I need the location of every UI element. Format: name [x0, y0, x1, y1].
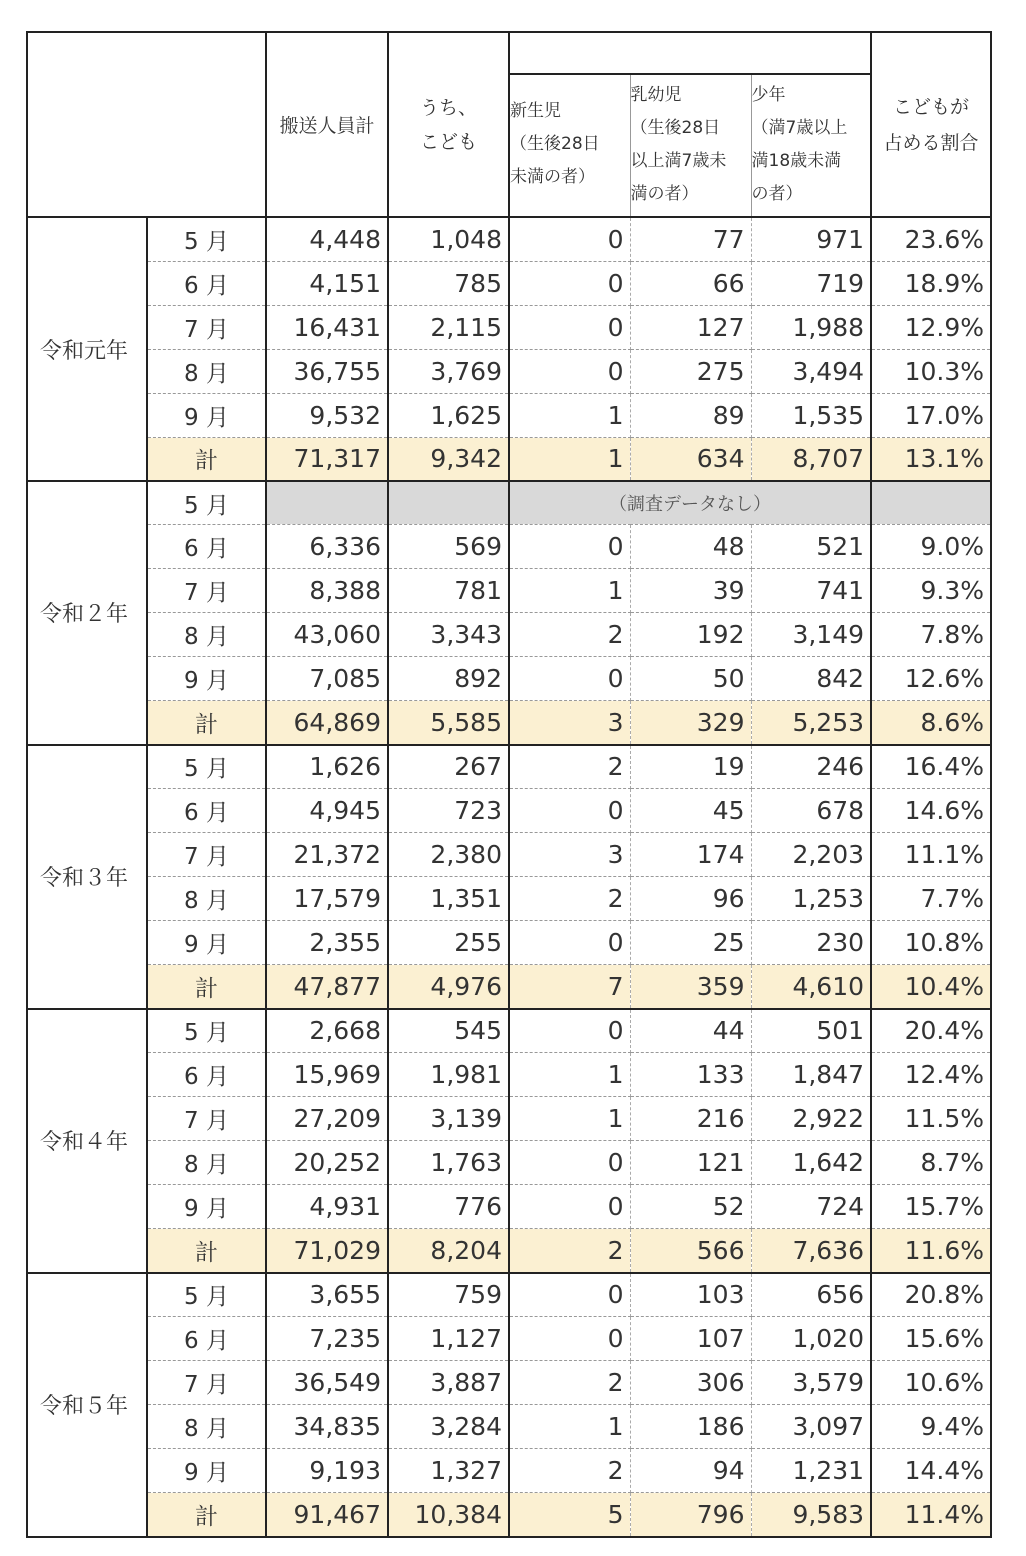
cell-ratio: 9.4% — [871, 1405, 991, 1449]
month-label: 8 月 — [147, 613, 266, 657]
cell-total: 71,029 — [266, 1229, 388, 1273]
total-label: 計 — [147, 701, 266, 745]
cell-total: 3,655 — [266, 1273, 388, 1317]
month-label: 9 月 — [147, 393, 266, 437]
cell-children: 1,327 — [388, 1449, 509, 1493]
table-row-total — [27, 1229, 991, 1273]
cell-newborn: 2 — [509, 1449, 630, 1493]
cell-total: 4,448 — [266, 217, 388, 261]
month-label: 5 月 — [147, 745, 266, 789]
cell-total: 7,235 — [266, 1317, 388, 1361]
cell-youth: 1,988 — [751, 305, 871, 349]
month-label: 6 月 — [147, 525, 266, 569]
cell-children: 759 — [388, 1273, 509, 1317]
year-label: 令和元年 — [27, 217, 147, 481]
table-row — [27, 261, 991, 305]
cell-ratio: 23.6% — [871, 217, 991, 261]
month-label: 5 月 — [147, 1273, 266, 1317]
cell-total: 16,431 — [266, 305, 388, 349]
cell-children: 9,342 — [388, 437, 509, 481]
cell-total: 1,626 — [266, 745, 388, 789]
cell-youth: 1,642 — [751, 1141, 871, 1185]
cell-infant: 216 — [630, 1097, 751, 1141]
table-row — [27, 1097, 991, 1141]
cell-newborn: 0 — [509, 1273, 630, 1317]
header-children: うち、 こども — [388, 32, 509, 217]
cell-youth: 2,922 — [751, 1097, 871, 1141]
table-row — [27, 1141, 991, 1185]
month-label: 7 月 — [147, 569, 266, 613]
cell-newborn: 0 — [509, 1317, 630, 1361]
header-total: 搬送人員計 — [266, 32, 388, 217]
cell-ratio: 8.6% — [871, 701, 991, 745]
cell-ratio: 10.8% — [871, 921, 991, 965]
cell-children: 723 — [388, 789, 509, 833]
month-label: 9 月 — [147, 1449, 266, 1493]
cell-youth: 1,231 — [751, 1449, 871, 1493]
cell-infant: 48 — [630, 525, 751, 569]
cell-children: 1,981 — [388, 1053, 509, 1097]
cell-ratio: 10.6% — [871, 1361, 991, 1405]
cell-newborn: 0 — [509, 261, 630, 305]
cell-total: 2,668 — [266, 1009, 388, 1053]
cell-ratio: 12.4% — [871, 1053, 991, 1097]
cell-ratio: 15.6% — [871, 1317, 991, 1361]
cell-children: 1,127 — [388, 1317, 509, 1361]
cell-children: 2,380 — [388, 833, 509, 877]
cell-total: 17,579 — [266, 877, 388, 921]
cell-total: 34,835 — [266, 1405, 388, 1449]
table-row — [27, 305, 991, 349]
cell-children: 1,048 — [388, 217, 509, 261]
month-label: 7 月 — [147, 305, 266, 349]
table-row — [27, 525, 991, 569]
nodata-cell — [266, 481, 388, 525]
cell-newborn: 7 — [509, 965, 630, 1009]
cell-total: 21,372 — [266, 833, 388, 877]
cell-ratio: 20.8% — [871, 1273, 991, 1317]
table-row — [27, 657, 991, 701]
cell-total: 9,532 — [266, 393, 388, 437]
cell-newborn: 0 — [509, 789, 630, 833]
cell-children: 255 — [388, 921, 509, 965]
cell-ratio: 8.7% — [871, 1141, 991, 1185]
cell-ratio: 15.7% — [871, 1185, 991, 1229]
month-label: 8 月 — [147, 1141, 266, 1185]
table-row — [27, 1361, 991, 1405]
cell-ratio: 18.9% — [871, 261, 991, 305]
cell-total: 15,969 — [266, 1053, 388, 1097]
cell-newborn: 0 — [509, 525, 630, 569]
cell-ratio: 16.4% — [871, 745, 991, 789]
cell-newborn: 1 — [509, 393, 630, 437]
table-row — [27, 481, 991, 525]
table-row-total — [27, 701, 991, 745]
cell-newborn: 2 — [509, 877, 630, 921]
cell-total: 4,931 — [266, 1185, 388, 1229]
cell-newborn: 0 — [509, 1009, 630, 1053]
total-label: 計 — [147, 437, 266, 481]
cell-total: 7,085 — [266, 657, 388, 701]
table-row — [27, 393, 991, 437]
cell-children: 1,625 — [388, 393, 509, 437]
cell-infant: 359 — [630, 965, 751, 1009]
cell-infant: 133 — [630, 1053, 751, 1097]
header-ratio: こどもが 占める割合 — [871, 32, 991, 217]
cell-infant: 52 — [630, 1185, 751, 1229]
cell-infant: 121 — [630, 1141, 751, 1185]
header-corner — [27, 32, 266, 217]
cell-children: 785 — [388, 261, 509, 305]
table-row — [27, 745, 991, 789]
table-row — [27, 1053, 991, 1097]
cell-youth: 1,253 — [751, 877, 871, 921]
cell-newborn: 2 — [509, 1229, 630, 1273]
nodata-label: （調査データなし） — [509, 481, 871, 525]
month-label: 6 月 — [147, 261, 266, 305]
month-label: 9 月 — [147, 921, 266, 965]
cell-infant: 50 — [630, 657, 751, 701]
table-row — [27, 1009, 991, 1053]
total-label: 計 — [147, 1493, 266, 1537]
table-row — [27, 789, 991, 833]
cell-infant: 566 — [630, 1229, 751, 1273]
cell-total: 20,252 — [266, 1141, 388, 1185]
cell-children: 3,887 — [388, 1361, 509, 1405]
month-label: 5 月 — [147, 481, 266, 525]
table-row — [27, 1405, 991, 1449]
cell-infant: 174 — [630, 833, 751, 877]
table-row-total — [27, 965, 991, 1009]
cell-newborn: 5 — [509, 1493, 630, 1537]
cell-total: 9,193 — [266, 1449, 388, 1493]
year-label: 令和４年 — [27, 1009, 147, 1273]
cell-newborn: 0 — [509, 349, 630, 393]
cell-ratio: 9.0% — [871, 525, 991, 569]
nodata-cell — [871, 481, 991, 525]
cell-youth: 230 — [751, 921, 871, 965]
cell-youth: 501 — [751, 1009, 871, 1053]
cell-total: 91,467 — [266, 1493, 388, 1537]
cell-total: 4,151 — [266, 261, 388, 305]
cell-total: 36,755 — [266, 349, 388, 393]
cell-ratio: 13.1% — [871, 437, 991, 481]
cell-total: 43,060 — [266, 613, 388, 657]
cell-newborn: 0 — [509, 305, 630, 349]
cell-youth: 741 — [751, 569, 871, 613]
cell-newborn: 0 — [509, 1141, 630, 1185]
cell-ratio: 14.6% — [871, 789, 991, 833]
table-row — [27, 921, 991, 965]
cell-ratio: 10.3% — [871, 349, 991, 393]
cell-ratio: 11.4% — [871, 1493, 991, 1537]
table-row — [27, 569, 991, 613]
cell-newborn: 0 — [509, 217, 630, 261]
table-row — [27, 349, 991, 393]
month-label: 7 月 — [147, 1097, 266, 1141]
cell-children: 3,343 — [388, 613, 509, 657]
cell-newborn: 1 — [509, 437, 630, 481]
cell-children: 4,976 — [388, 965, 509, 1009]
cell-total: 47,877 — [266, 965, 388, 1009]
cell-youth: 8,707 — [751, 437, 871, 481]
cell-ratio: 12.9% — [871, 305, 991, 349]
cell-youth: 7,636 — [751, 1229, 871, 1273]
cell-youth: 724 — [751, 1185, 871, 1229]
cell-infant: 306 — [630, 1361, 751, 1405]
table-row — [27, 1273, 991, 1317]
cell-youth: 678 — [751, 789, 871, 833]
cell-total: 27,209 — [266, 1097, 388, 1141]
cell-infant: 192 — [630, 613, 751, 657]
cell-children: 5,585 — [388, 701, 509, 745]
cell-total: 8,388 — [266, 569, 388, 613]
cell-children: 569 — [388, 525, 509, 569]
month-label: 8 月 — [147, 349, 266, 393]
cell-infant: 107 — [630, 1317, 751, 1361]
cell-infant: 275 — [630, 349, 751, 393]
cell-youth: 5,253 — [751, 701, 871, 745]
cell-newborn: 1 — [509, 1405, 630, 1449]
month-label: 6 月 — [147, 1317, 266, 1361]
total-label: 計 — [147, 965, 266, 1009]
cell-ratio: 17.0% — [871, 393, 991, 437]
month-label: 7 月 — [147, 1361, 266, 1405]
year-label: 令和３年 — [27, 745, 147, 1009]
cell-youth: 1,535 — [751, 393, 871, 437]
year-label: 令和２年 — [27, 481, 147, 745]
month-label: 8 月 — [147, 877, 266, 921]
cell-total: 4,945 — [266, 789, 388, 833]
cell-total: 2,355 — [266, 921, 388, 965]
cell-youth: 842 — [751, 657, 871, 701]
cell-newborn: 3 — [509, 833, 630, 877]
cell-youth: 656 — [751, 1273, 871, 1317]
cell-infant: 44 — [630, 1009, 751, 1053]
cell-total: 36,549 — [266, 1361, 388, 1405]
month-label: 5 月 — [147, 1009, 266, 1053]
cell-children: 892 — [388, 657, 509, 701]
cell-youth: 3,097 — [751, 1405, 871, 1449]
cell-ratio: 14.4% — [871, 1449, 991, 1493]
cell-ratio: 11.5% — [871, 1097, 991, 1141]
header-newborn: 新生児 （生後28日 未満の者） — [509, 74, 630, 217]
total-label: 計 — [147, 1229, 266, 1273]
cell-ratio: 11.1% — [871, 833, 991, 877]
month-label: 6 月 — [147, 789, 266, 833]
cell-children: 8,204 — [388, 1229, 509, 1273]
cell-ratio: 7.7% — [871, 877, 991, 921]
cell-newborn: 0 — [509, 921, 630, 965]
cell-ratio: 12.6% — [871, 657, 991, 701]
cell-youth: 1,020 — [751, 1317, 871, 1361]
table-row — [27, 1185, 991, 1229]
cell-children: 545 — [388, 1009, 509, 1053]
cell-infant: 186 — [630, 1405, 751, 1449]
cell-children: 3,139 — [388, 1097, 509, 1141]
table-row — [27, 217, 991, 261]
month-label: 8 月 — [147, 1405, 266, 1449]
cell-ratio: 7.8% — [871, 613, 991, 657]
table-row — [27, 613, 991, 657]
cell-youth: 2,203 — [751, 833, 871, 877]
cell-newborn: 1 — [509, 1097, 630, 1141]
cell-total: 64,869 — [266, 701, 388, 745]
month-label: 9 月 — [147, 1185, 266, 1229]
cell-youth: 971 — [751, 217, 871, 261]
cell-newborn: 0 — [509, 1185, 630, 1229]
cell-infant: 25 — [630, 921, 751, 965]
cell-youth: 4,610 — [751, 965, 871, 1009]
cell-newborn: 3 — [509, 701, 630, 745]
cell-children: 776 — [388, 1185, 509, 1229]
month-label: 6 月 — [147, 1053, 266, 1097]
cell-youth: 521 — [751, 525, 871, 569]
cell-infant: 103 — [630, 1273, 751, 1317]
month-label: 5 月 — [147, 217, 266, 261]
table-row — [27, 833, 991, 877]
cell-newborn: 0 — [509, 657, 630, 701]
cell-infant: 89 — [630, 393, 751, 437]
cell-children: 1,763 — [388, 1141, 509, 1185]
cell-newborn: 1 — [509, 569, 630, 613]
cell-infant: 19 — [630, 745, 751, 789]
nodata-cell — [388, 481, 509, 525]
cell-children: 2,115 — [388, 305, 509, 349]
cell-infant: 66 — [630, 261, 751, 305]
cell-children: 781 — [388, 569, 509, 613]
year-label: 令和５年 — [27, 1273, 147, 1537]
cell-newborn: 2 — [509, 745, 630, 789]
table-row-total — [27, 1493, 991, 1537]
cell-newborn: 1 — [509, 1053, 630, 1097]
cell-infant: 796 — [630, 1493, 751, 1537]
cell-ratio: 11.6% — [871, 1229, 991, 1273]
header-youth: 少年 （満7歳以上 満18歳未満 の者） — [751, 74, 871, 217]
cell-youth: 3,579 — [751, 1361, 871, 1405]
cell-youth: 9,583 — [751, 1493, 871, 1537]
cell-children: 267 — [388, 745, 509, 789]
table-row-total — [27, 437, 991, 481]
cell-infant: 96 — [630, 877, 751, 921]
cell-children: 1,351 — [388, 877, 509, 921]
transport-table — [26, 31, 992, 1538]
cell-ratio: 9.3% — [871, 569, 991, 613]
table-row — [27, 877, 991, 921]
cell-infant: 45 — [630, 789, 751, 833]
cell-infant: 329 — [630, 701, 751, 745]
cell-total: 6,336 — [266, 525, 388, 569]
cell-youth: 719 — [751, 261, 871, 305]
month-label: 9 月 — [147, 657, 266, 701]
header-infant: 乳幼児 （生後28日 以上満7歳未 満の者） — [630, 74, 751, 217]
table-row — [27, 1317, 991, 1361]
header-breakdown-blank — [509, 32, 871, 74]
cell-children: 3,284 — [388, 1405, 509, 1449]
cell-newborn: 2 — [509, 1361, 630, 1405]
cell-infant: 94 — [630, 1449, 751, 1493]
cell-newborn: 2 — [509, 613, 630, 657]
cell-ratio: 10.4% — [871, 965, 991, 1009]
cell-total: 71,317 — [266, 437, 388, 481]
month-label: 7 月 — [147, 833, 266, 877]
cell-ratio: 20.4% — [871, 1009, 991, 1053]
cell-infant: 39 — [630, 569, 751, 613]
cell-infant: 634 — [630, 437, 751, 481]
cell-youth: 3,494 — [751, 349, 871, 393]
table-row — [27, 1449, 991, 1493]
cell-children: 10,384 — [388, 1493, 509, 1537]
cell-infant: 127 — [630, 305, 751, 349]
cell-youth: 3,149 — [751, 613, 871, 657]
cell-infant: 77 — [630, 217, 751, 261]
cell-youth: 1,847 — [751, 1053, 871, 1097]
cell-youth: 246 — [751, 745, 871, 789]
cell-children: 3,769 — [388, 349, 509, 393]
